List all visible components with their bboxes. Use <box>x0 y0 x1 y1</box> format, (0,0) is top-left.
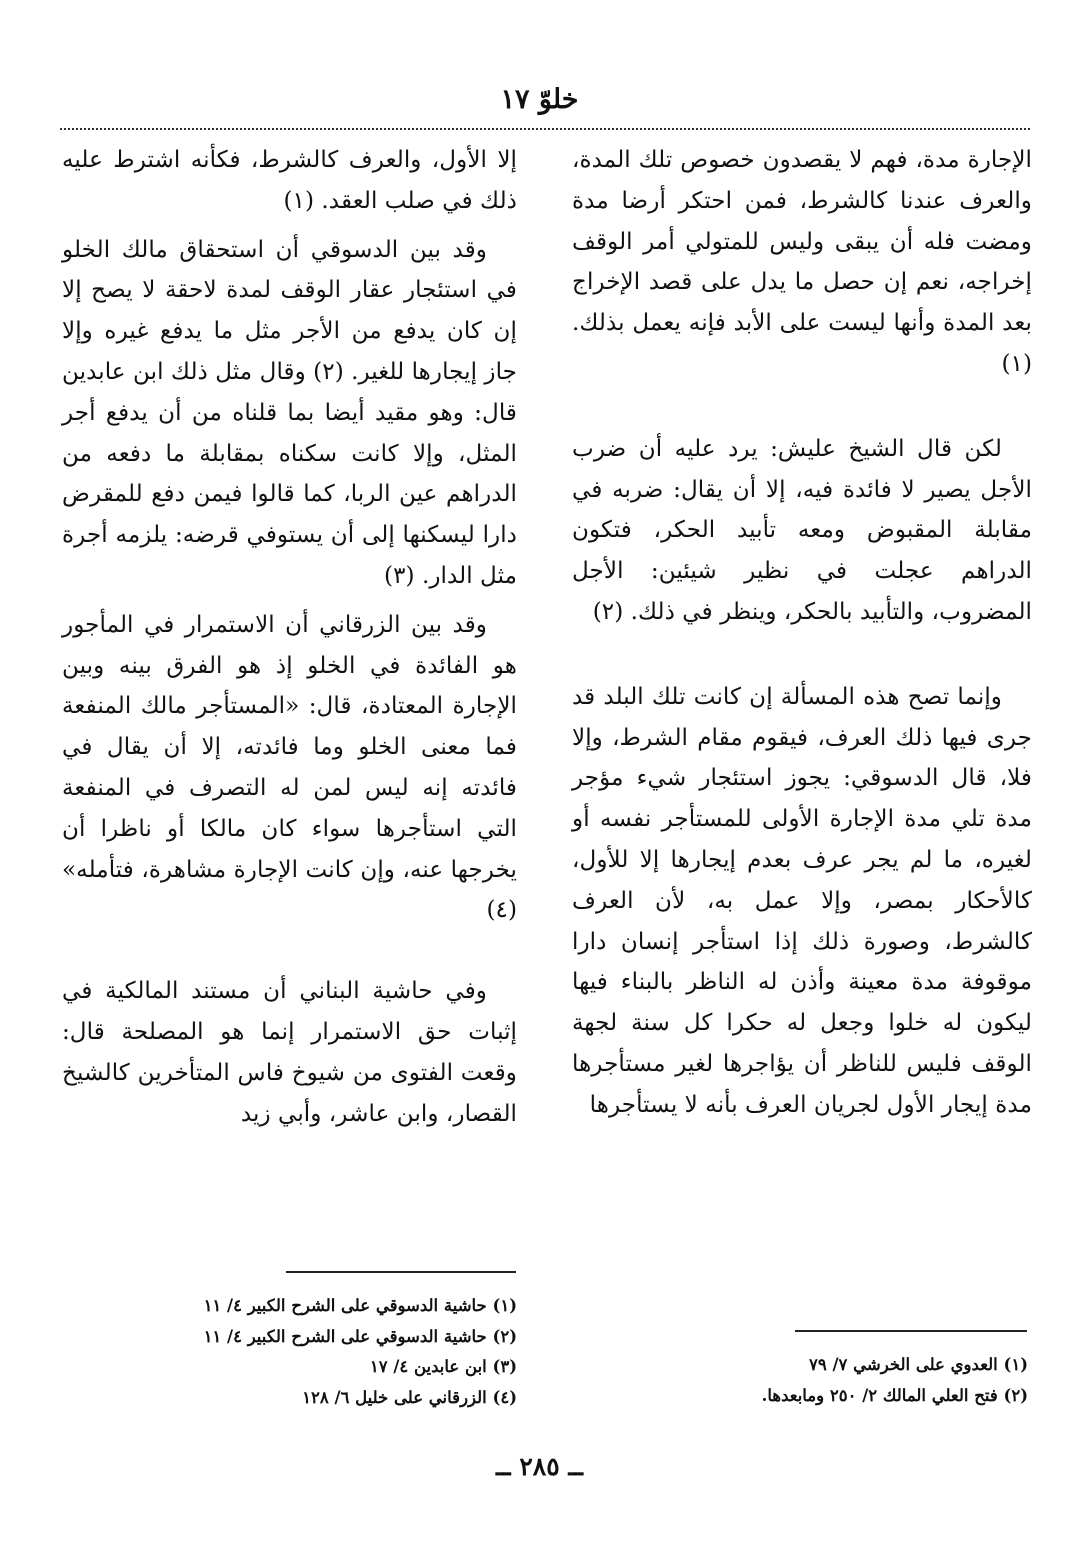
right-paragraph-3: وإنما تصح هذه المسألة إن كانت تلك البلد قد جرى فيها ذلك العرف، فيقوم مقام الشرط، وإلا فلا، قال الدسوقي: يجوز استئجار شيء مؤجر مدة تلي مدة الإجارة الأولى للمستأجر نفسه أو لغيره، ما لم يجر عرف بعدم إيجارها إلا للأول، كالأحكار بمصر، وإلا عمل به، لأن العرف كالشرط، وصورة ذلك إذا استأجر إنسان دارا موقوفة مدة معينة وأذن له الناظر بالبناء فيها ليكون له خلوا وجعل له حكرا كل سنة لجهة الوقف فليس للناظر أن يؤاجرها لغير مستأجرها مدة إيجار الأول لجريان العرف بأنه لا يستأجرها <box>572 682 1032 1118</box>
footnotes-right <box>560 1350 1028 1411</box>
page-number: ــ ٢٨٥ ــ <box>495 1452 583 1481</box>
left-paragraph-2: وقد بين الدسوقي أن استحقاق مالك الخلو في استئجار عقار الوقف لمدة لاحقة لا يصح إلا إن كان يدفع من الأجر مثل ما يدفع غيره وإلا جاز إيجارها للغير. (٢) وقال مثل ذلك ابن عابدين قال: وهو مقيد أيضا بما قلناه من أن يدفع أجر المثل، وإلا كانت سكناه بمقابلة ما دفعه من الدراهم عين الربا، كما قالوا فيمن دفع للمقرض دارا ليسكنها إلى أن يستوفي قرضه: يلزمه أجرة مثل الدار. (٣) <box>62 235 517 589</box>
footnote-left-1: (١) حاشية الدسوقي على الشرح الكبير ٤/ ١١ <box>203 1296 517 1315</box>
left-paragraph-4: وفي حاشية البناني أن مستند المالكية في إثبات حق الاستمرار إنما هو المصلحة قال: وقعت الفتوى من شيوخ فاس المتأخرين كالشيخ القصار، وابن عاشر، وأبي زيد <box>62 977 517 1127</box>
footnote-separator-right <box>795 1330 1027 1332</box>
right-column <box>572 140 1032 1126</box>
running-title: خلوّ ١٧ <box>500 84 579 115</box>
right-paragraph-2: لكن قال الشيخ عليش: يرد عليه أن ضرب الأجل يصير لا فائدة فيه، إلا أن يقال: ضربه في مقابلة المقبوض ومعه تأبيد الحكر، فتكون الدراهم عجلت في نظير شيئين: الأجل المضروب، والتأبيد بالحكر، وينظر في ذلك. (٢) <box>572 434 1032 625</box>
header-dotted-rule <box>60 128 1030 130</box>
footnotes-left <box>60 1291 517 1413</box>
footnote-left-4: (٤) الزرقاني على خليل ٦/ ١٢٨ <box>302 1387 517 1407</box>
right-paragraph-1: الإجارة مدة، فهم لا يقصدون خصوص تلك المدة، والعرف عندنا كالشرط، فمن احتكر أرضا مدة ومضت فله أن يبقى وليس للمتولي أمر الوقف إخراجه، نعم إن حصل ما يدل على قصد الإخراج بعد المدة وأنها ليست على الأبد فإنه يعمل بذلك. (١) <box>572 146 1032 377</box>
footnote-separator-left <box>286 1271 516 1273</box>
left-paragraph-3: وقد بين الزرقاني أن الاستمرار في المأجور هو الفائدة في الخلو إذ هو الفرق بينه وبين الإجارة المعتادة، قال: «المستأجر مالك المنفعة فما معنى الخلو وما فائدته، إلا أن يقال في فائدته إنه ليس لمن له التصرف في المنفعة التي استأجرها سواء كان مالكا أو ناظرا أن يخرجها عنه، وإن كانت الإجارة مشاهرة، فتأمله» (٤) <box>62 610 517 924</box>
footnote-right-1: (١) العدوي على الخرشي ٧/ ٧٩ <box>809 1355 1028 1374</box>
footnote-left-2: (٢) حاشية الدسوقي على الشرح الكبير ٤/ ١١ <box>203 1326 517 1346</box>
footnote-right-2: (٢) فتح العلي المالك ٢/ ٢٥٠ ومابعدها. <box>761 1385 1028 1405</box>
left-paragraph-1: إلا الأول، والعرف كالشرط، فكأنه اشترط عليه ذلك في صلب العقد. (١) <box>62 146 517 214</box>
left-column <box>62 140 517 1134</box>
footnote-left-3: (٣) ابن عابدين ٤/ ١٧ <box>369 1357 517 1376</box>
